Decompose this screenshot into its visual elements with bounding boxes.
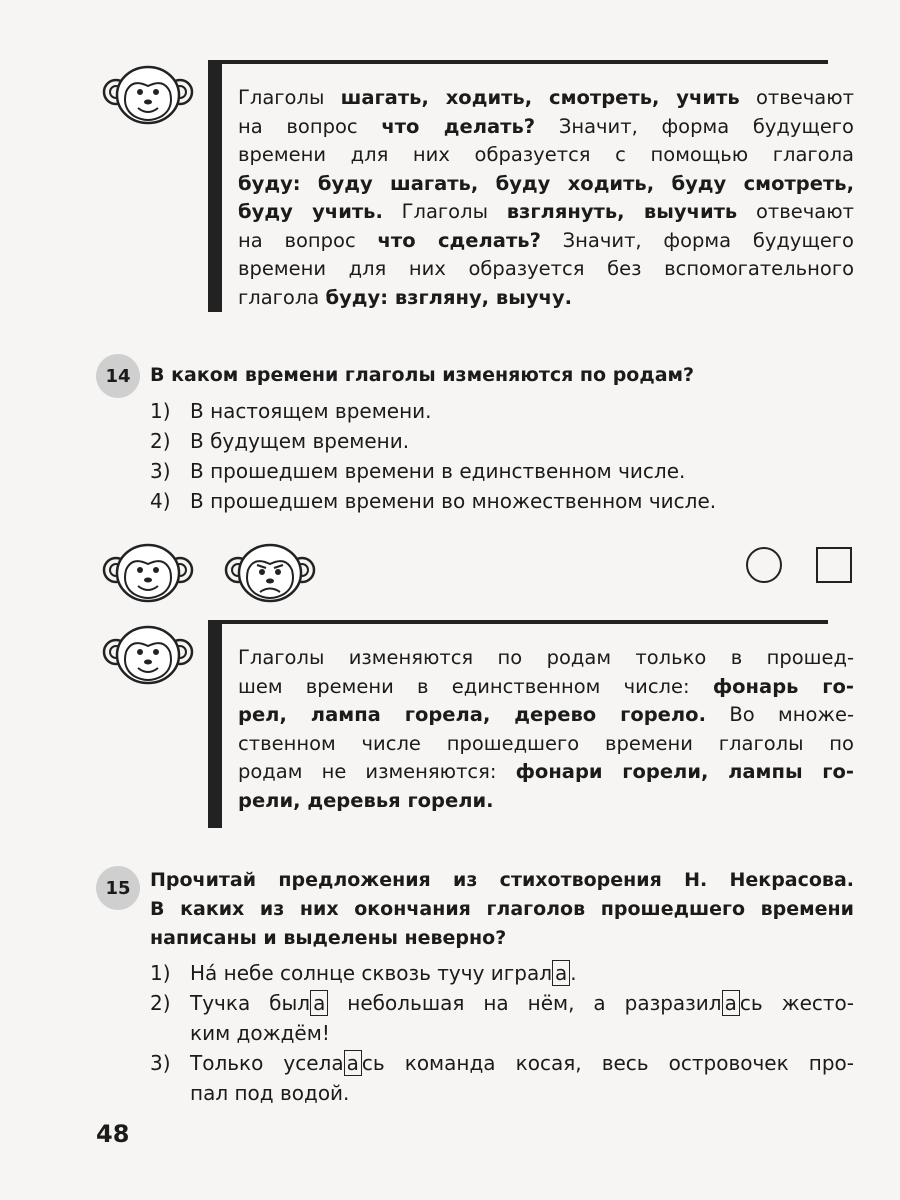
option-text <box>190 1048 854 1108</box>
task-15-options <box>150 958 854 1108</box>
text-run: шем времени в единственном числе: <box>238 674 713 698</box>
text-run: Значит, форма будущего <box>535 114 854 138</box>
rule-side-bar <box>208 60 222 312</box>
rule-line <box>238 198 854 227</box>
text-run: фонари горели, лампы го- <box>515 760 854 783</box>
option-text <box>190 456 685 486</box>
text-run: что делать? <box>381 114 536 138</box>
ending-box: а <box>552 960 570 986</box>
text-run: рели, деревья горели. <box>238 788 494 812</box>
text-run: Значит, форма будущего <box>540 228 854 252</box>
monkey-happy-icon <box>102 540 194 604</box>
text-run: фонарь го- <box>712 674 854 698</box>
answer-option[interactable] <box>150 396 790 426</box>
option-text <box>190 958 854 988</box>
option-number: 3) <box>150 1051 171 1075</box>
text-run: шагать, ходить, смотреть, учить <box>340 86 740 109</box>
option-number: 4) <box>150 489 171 513</box>
rule-line <box>238 141 854 170</box>
task-14-options <box>150 396 790 516</box>
rule-line <box>238 227 854 256</box>
text-run: В прошедшем времени во множественном числе. <box>190 489 717 513</box>
rule-top-rule <box>208 620 828 624</box>
option-line <box>190 1018 854 1048</box>
option-line <box>190 1078 854 1108</box>
option-text <box>190 486 716 516</box>
answer-option[interactable] <box>150 1048 854 1108</box>
answer-circle[interactable] <box>746 547 782 583</box>
ending-box: а <box>310 990 328 1016</box>
rule-line <box>238 170 854 199</box>
text-run: Тучка был <box>190 991 311 1015</box>
ending-box: а <box>344 1050 362 1076</box>
text-run: взглянуть, выучить <box>506 200 738 223</box>
task-14-question: В каком времени глаголы изменяются по родам? <box>150 364 695 386</box>
answer-option[interactable] <box>150 958 854 988</box>
text-run: ственном числе прошедшего времени глаголы по <box>238 731 854 755</box>
answer-option[interactable] <box>150 456 790 486</box>
text-run: ким дождём! <box>190 1021 330 1045</box>
text-run: буду: буду шагать, буду ходить, буду смотреть, <box>238 171 854 195</box>
option-number: 1) <box>150 399 171 423</box>
ending-box: а <box>722 990 740 1016</box>
text-run: Только уселa <box>190 1051 344 1075</box>
text-run: На́ небе солнце сквозь тучу играл <box>190 961 553 985</box>
answer-option[interactable] <box>150 486 790 516</box>
task-number-badge: 15 <box>96 866 140 910</box>
monkey-sad-icon <box>224 540 316 604</box>
text-run: буду: взгляну, выучу. <box>325 285 573 309</box>
question-line: Прочитай предложения из стихотворения Н. Некрасова. <box>150 869 854 891</box>
option-text <box>190 988 854 1048</box>
rule-line <box>238 758 854 787</box>
text-run: что сделать? <box>377 228 541 252</box>
text-run: на вопрос <box>238 114 382 138</box>
text-run: отвечают <box>739 86 854 109</box>
rule-box-gender <box>238 644 854 815</box>
text-run: . <box>570 961 577 985</box>
text-run: рел, лампа горела, дерево горело. <box>238 703 706 726</box>
text-run: родам не изменяются: <box>238 760 516 783</box>
text-run: времени для них образуется с помощью глагола <box>238 143 854 166</box>
task-number-badge: 14 <box>96 354 140 398</box>
option-line <box>190 988 854 1018</box>
rule-line <box>238 730 854 759</box>
rule-line <box>238 644 854 673</box>
rule-line <box>238 787 854 816</box>
option-number: 2) <box>150 991 171 1015</box>
rule-line <box>238 255 854 284</box>
text-run: сь команда косая, весь островочек про- <box>361 1051 854 1075</box>
text-run: пал под водой. <box>190 1081 350 1105</box>
rule-line <box>238 84 854 113</box>
text-run: В будущем времени. <box>190 429 410 453</box>
answer-square[interactable] <box>816 547 852 583</box>
option-text <box>190 426 409 456</box>
option-line <box>190 1048 854 1078</box>
text-run: Глаголы изменяются по родам только в прошед- <box>238 646 854 669</box>
option-number: 3) <box>150 459 171 483</box>
text-run: буду учить. <box>238 200 383 223</box>
option-line <box>190 958 854 988</box>
monkey-happy-icon <box>102 62 194 126</box>
text-run: на вопрос <box>238 228 378 252</box>
rule-side-bar <box>208 620 222 828</box>
text-run: Глаголы <box>382 200 507 223</box>
page-number: 48 <box>96 1120 130 1148</box>
option-number: 1) <box>150 961 171 985</box>
rule-box-future-tense <box>238 84 854 312</box>
option-text <box>190 396 432 426</box>
rule-line <box>238 284 854 313</box>
rule-line <box>238 701 854 730</box>
text-run: В настоящем времени. <box>190 399 432 423</box>
text-run: Во множе- <box>706 703 854 726</box>
answer-option[interactable] <box>150 426 790 456</box>
text-run: Глаголы <box>238 86 341 109</box>
option-number: 2) <box>150 429 171 453</box>
rule-top-rule <box>208 60 828 64</box>
task-15-question <box>150 866 854 953</box>
text-run: сь жесто- <box>739 991 854 1015</box>
text-run: небольшая на нём, а разразил <box>328 991 722 1015</box>
question-line: В каких из них окончания глаголов прошедшего времени <box>150 898 854 920</box>
text-run: времени для них образуется без вспомогательного <box>238 257 854 280</box>
rule-line <box>238 113 854 142</box>
text-run: В прошедшем времени в единственном числе. <box>190 459 686 483</box>
text-run: глагола <box>238 285 326 309</box>
monkey-happy-icon <box>102 622 194 686</box>
question-line: написаны и выделены неверно? <box>150 927 507 949</box>
text-run: отвечают <box>737 200 854 223</box>
rule-line <box>238 673 854 702</box>
answer-option[interactable] <box>150 988 854 1048</box>
